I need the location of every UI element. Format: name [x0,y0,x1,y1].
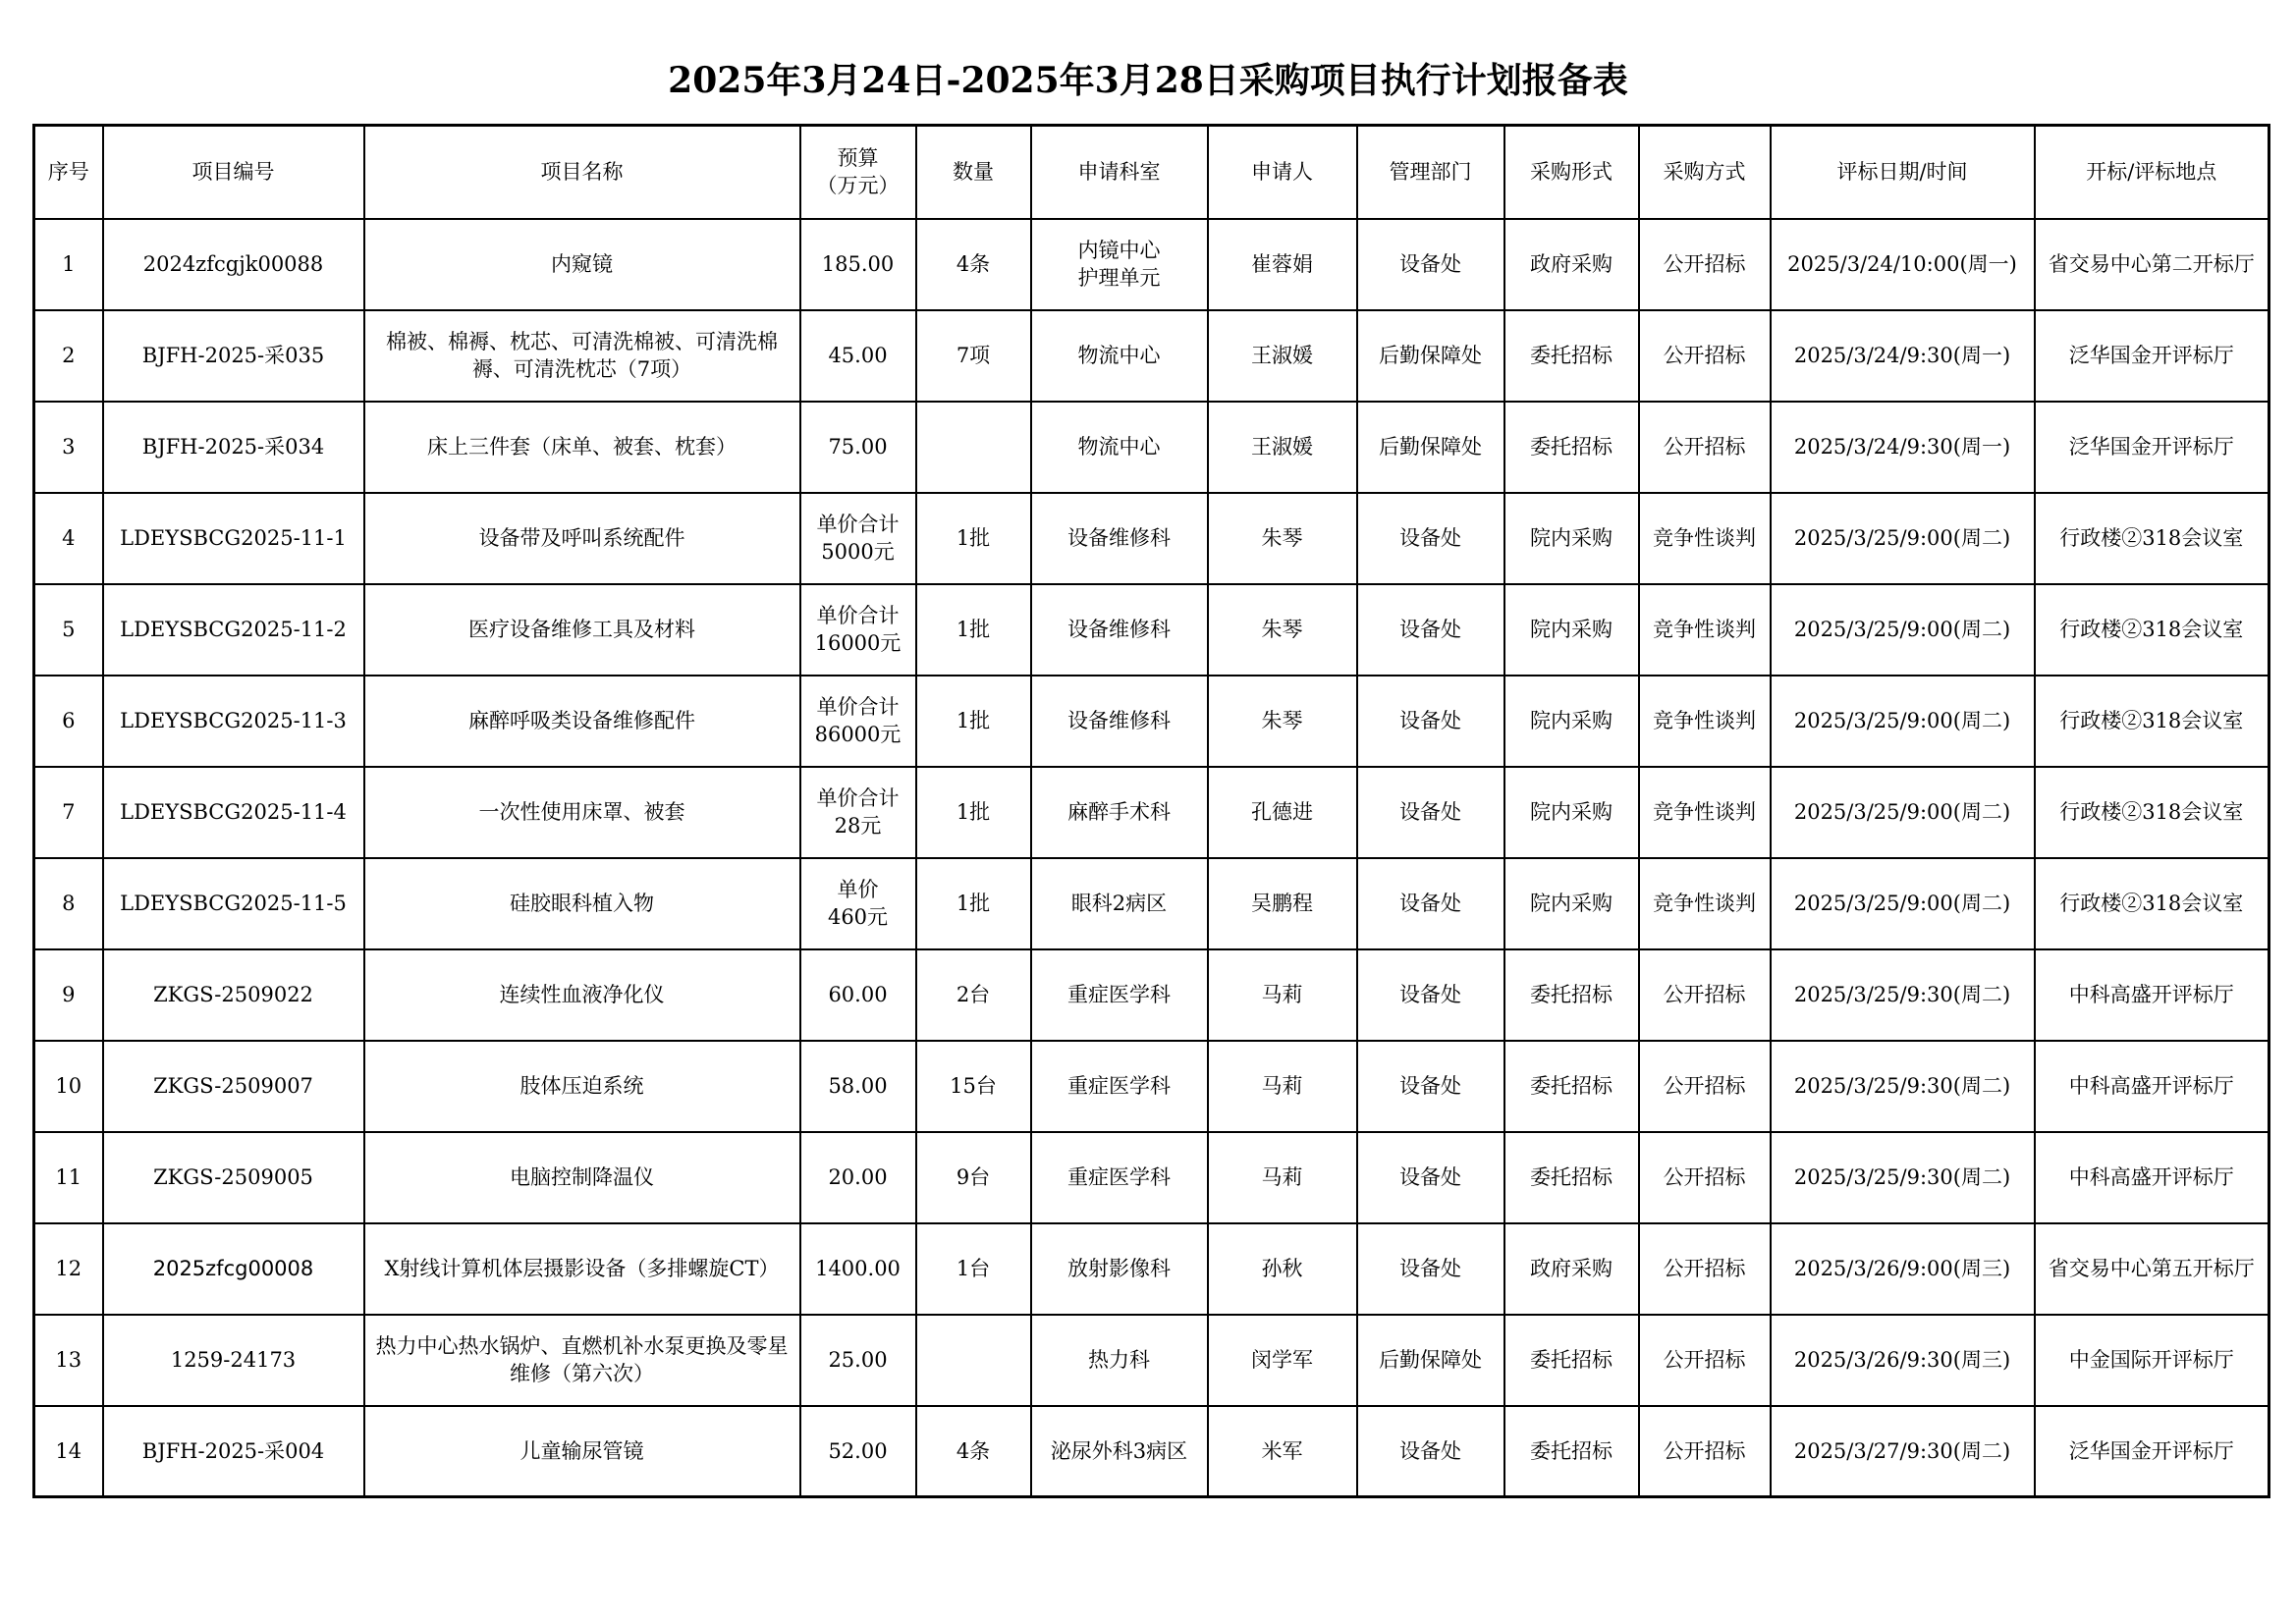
cell-budget: 60.00 [800,949,916,1041]
cell-budget [800,493,916,584]
cell-location: 行政楼②318会议室 [2035,493,2269,584]
header-code: 项目编号 [103,126,364,219]
cell-index: 5 [34,584,103,676]
cell-name: 硅胶眼科植入物 [364,858,800,949]
cell-manager: 设备处 [1357,1223,1504,1315]
cell-quantity: 1批 [916,858,1031,949]
cell-line: 单价合计 [816,786,900,810]
cell-location: 省交易中心第二开标厅 [2035,219,2269,310]
cell-method: 公开招标 [1639,219,1771,310]
cell-applicant: 米军 [1208,1406,1357,1497]
cell-manager: 设备处 [1357,949,1504,1041]
cell-budget: 185.00 [800,219,916,310]
header-budget-line1: 预算 [837,146,879,171]
cell-date: 2025/3/25/9:30(周二) [1771,1132,2035,1223]
header-location: 开标/评标地点 [2035,126,2269,219]
cell-method: 公开招标 [1639,310,1771,402]
cell-date: 2025/3/24/9:30(周一) [1771,402,2035,493]
cell-budget: 1400.00 [800,1223,916,1315]
cell-location: 省交易中心第五开标厅 [2035,1223,2269,1315]
cell-quantity: 15台 [916,1041,1031,1132]
cell-quantity: 1台 [916,1223,1031,1315]
cell-manager: 设备处 [1357,219,1504,310]
cell-date: 2025/3/25/9:00(周二) [1771,676,2035,767]
table-row [34,493,2269,584]
table-body [34,219,2269,1497]
cell-budget: 45.00 [800,310,916,402]
cell-date: 2025/3/24/9:30(周一) [1771,310,2035,402]
cell-code: ZKGS-2509022 [103,949,364,1041]
table-row [34,584,2269,676]
cell-name: 儿童输尿管镜 [364,1406,800,1497]
cell-department: 重症医学科 [1031,1041,1208,1132]
cell-index: 14 [34,1406,103,1497]
cell-quantity: 9台 [916,1132,1031,1223]
cell-applicant: 朱琴 [1208,493,1357,584]
cell-form: 院内采购 [1504,858,1639,949]
cell-code: LDEYSBCG2025-11-3 [103,676,364,767]
cell-code: BJFH-2025-采034 [103,402,364,493]
cell-name: 医疗设备维修工具及材料 [364,584,800,676]
header-department: 申请科室 [1031,126,1208,219]
cell-budget: 75.00 [800,402,916,493]
cell-method: 公开招标 [1639,1223,1771,1315]
cell-quantity: 4条 [916,1406,1031,1497]
document-title: 2025年3月24日-2025年3月28日采购项目执行计划报备表 [668,60,1628,101]
cell-department: 设备维修科 [1031,493,1208,584]
cell-manager: 后勤保障处 [1357,402,1504,493]
cell-method: 竞争性谈判 [1639,767,1771,858]
cell-date: 2025/3/26/9:00(周三) [1771,1223,2035,1315]
cell-index: 4 [34,493,103,584]
cell-date: 2025/3/25/9:00(周二) [1771,584,2035,676]
table-row [34,402,2269,493]
cell-quantity: 1批 [916,676,1031,767]
cell-applicant: 王淑媛 [1208,310,1357,402]
cell-location: 行政楼②318会议室 [2035,676,2269,767]
cell-manager: 后勤保障处 [1357,310,1504,402]
cell-index: 12 [34,1223,103,1315]
cell-name: X射线计算机体层摄影设备（多排螺旋CT） [364,1223,800,1315]
cell-department: 重症医学科 [1031,949,1208,1041]
cell-location: 中科高盛开评标厅 [2035,1041,2269,1132]
table-row [34,219,2269,310]
cell-line: 单价合计 [816,695,900,719]
cell-applicant: 王淑媛 [1208,402,1357,493]
cell-method: 公开招标 [1639,1406,1771,1497]
cell-manager: 设备处 [1357,676,1504,767]
table-row [34,767,2269,858]
cell-index: 10 [34,1041,103,1132]
cell-index: 13 [34,1315,103,1406]
cell-form: 院内采购 [1504,493,1639,584]
cell-name: 麻醉呼吸类设备维修配件 [364,676,800,767]
cell-quantity [916,1315,1031,1406]
cell-form: 委托招标 [1504,1315,1639,1406]
cell-quantity: 1批 [916,493,1031,584]
cell-line: 单价合计 [816,604,900,627]
cell-index: 1 [34,219,103,310]
cell-budget [800,584,916,676]
cell-quantity: 1批 [916,584,1031,676]
cell-code: BJFH-2025-采004 [103,1406,364,1497]
cell-code: BJFH-2025-采035 [103,310,364,402]
cell-department: 麻醉手术科 [1031,767,1208,858]
cell-department: 物流中心 [1031,402,1208,493]
cell-quantity [916,402,1031,493]
cell-manager: 设备处 [1357,1041,1504,1132]
cell-location: 中科高盛开评标厅 [2035,949,2269,1041]
cell-name: 热力中心热水锅炉、直燃机补水泵更换及零星维修（第六次） [364,1315,800,1406]
cell-location: 行政楼②318会议室 [2035,584,2269,676]
cell-line: 5000元 [821,540,895,564]
cell-line: 内镜中心 [1077,239,1161,262]
cell-applicant: 马莉 [1208,1041,1357,1132]
cell-method: 公开招标 [1639,949,1771,1041]
cell-method: 竞争性谈判 [1639,676,1771,767]
cell-location: 行政楼②318会议室 [2035,767,2269,858]
cell-form: 委托招标 [1504,402,1639,493]
header-budget [800,126,916,219]
cell-date: 2025/3/25/9:00(周二) [1771,493,2035,584]
cell-form: 院内采购 [1504,584,1639,676]
cell-applicant: 闵学军 [1208,1315,1357,1406]
cell-line: 86000元 [814,723,902,746]
cell-code: LDEYSBCG2025-11-2 [103,584,364,676]
cell-manager: 设备处 [1357,767,1504,858]
cell-method: 竞争性谈判 [1639,493,1771,584]
cell-department: 热力科 [1031,1315,1208,1406]
cell-index: 11 [34,1132,103,1223]
cell-manager: 设备处 [1357,1406,1504,1497]
cell-line: 16000元 [814,631,902,655]
cell-date: 2025/3/26/9:30(周三) [1771,1315,2035,1406]
cell-method: 公开招标 [1639,1132,1771,1223]
cell-budget: 52.00 [800,1406,916,1497]
cell-method: 公开招标 [1639,1315,1771,1406]
header-quantity: 数量 [916,126,1031,219]
header-form: 采购形式 [1504,126,1639,219]
cell-budget: 20.00 [800,1132,916,1223]
cell-date: 2025/3/25/9:30(周二) [1771,1041,2035,1132]
cell-applicant: 崔蓉娟 [1208,219,1357,310]
cell-department [1031,219,1208,310]
cell-manager: 设备处 [1357,858,1504,949]
cell-form: 委托招标 [1504,1041,1639,1132]
cell-code: 1259-24173 [103,1315,364,1406]
cell-line: 460元 [827,905,889,929]
cell-index: 8 [34,858,103,949]
cell-method: 竞争性谈判 [1639,584,1771,676]
header-budget-line2: （万元） [816,174,900,198]
header-manager: 管理部门 [1357,126,1504,219]
header-name: 项目名称 [364,126,800,219]
cell-name: 内窥镜 [364,219,800,310]
cell-location: 中金国际开评标厅 [2035,1315,2269,1406]
cell-manager: 设备处 [1357,584,1504,676]
cell-form: 委托招标 [1504,1132,1639,1223]
cell-applicant: 马莉 [1208,949,1357,1041]
cell-form: 委托招标 [1504,310,1639,402]
cell-name: 一次性使用床罩、被套 [364,767,800,858]
cell-method: 竞争性谈判 [1639,858,1771,949]
table-row [34,310,2269,402]
cell-budget [800,858,916,949]
procurement-plan-table [32,124,2270,1498]
cell-quantity: 7项 [916,310,1031,402]
table-row [34,858,2269,949]
cell-budget: 58.00 [800,1041,916,1132]
table-row [34,1406,2269,1497]
cell-code: ZKGS-2509005 [103,1132,364,1223]
cell-name: 棉被、棉褥、枕芯、可清洗棉被、可清洗棉褥、可清洗枕芯（7项） [364,310,800,402]
cell-name: 肢体压迫系统 [364,1041,800,1132]
cell-code: LDEYSBCG2025-11-1 [103,493,364,584]
cell-department: 物流中心 [1031,310,1208,402]
cell-quantity: 2台 [916,949,1031,1041]
cell-index: 7 [34,767,103,858]
cell-code: 2025zfcg00008 [103,1223,364,1315]
cell-form: 委托招标 [1504,949,1639,1041]
cell-applicant: 朱琴 [1208,676,1357,767]
cell-form: 政府采购 [1504,219,1639,310]
cell-budget [800,767,916,858]
cell-location: 泛华国金开评标厅 [2035,310,2269,402]
cell-line: 单价合计 [816,513,900,536]
cell-department: 放射影像科 [1031,1223,1208,1315]
cell-quantity: 4条 [916,219,1031,310]
cell-department: 设备维修科 [1031,676,1208,767]
table-row [34,1315,2269,1406]
cell-method: 公开招标 [1639,402,1771,493]
cell-name: 连续性血液净化仪 [364,949,800,1041]
table-header-row [34,126,2269,219]
cell-location: 泛华国金开评标厅 [2035,1406,2269,1497]
cell-name: 设备带及呼叫系统配件 [364,493,800,584]
cell-code: LDEYSBCG2025-11-4 [103,767,364,858]
cell-applicant: 孔德进 [1208,767,1357,858]
cell-index: 6 [34,676,103,767]
header-index: 序号 [34,126,103,219]
cell-code: ZKGS-2509007 [103,1041,364,1132]
cell-manager: 后勤保障处 [1357,1315,1504,1406]
cell-manager: 设备处 [1357,493,1504,584]
cell-applicant: 朱琴 [1208,584,1357,676]
cell-form: 院内采购 [1504,767,1639,858]
cell-location: 中科高盛开评标厅 [2035,1132,2269,1223]
header-applicant: 申请人 [1208,126,1357,219]
cell-date: 2025/3/27/9:30(周二) [1771,1406,2035,1497]
cell-form: 政府采购 [1504,1223,1639,1315]
cell-code: 2024zfcgjk00088 [103,219,364,310]
cell-form: 委托招标 [1504,1406,1639,1497]
cell-code: LDEYSBCG2025-11-5 [103,858,364,949]
cell-date: 2025/3/25/9:30(周二) [1771,949,2035,1041]
cell-quantity: 1批 [916,767,1031,858]
table-row [34,1132,2269,1223]
cell-method: 公开招标 [1639,1041,1771,1132]
cell-name: 电脑控制降温仪 [364,1132,800,1223]
cell-department: 泌尿外科3病区 [1031,1406,1208,1497]
cell-date: 2025/3/25/9:00(周二) [1771,767,2035,858]
cell-name: 床上三件套（床单、被套、枕套） [364,402,800,493]
cell-line: 护理单元 [1077,266,1161,290]
cell-applicant: 吴鹏程 [1208,858,1357,949]
table-row [34,1223,2269,1315]
cell-location: 行政楼②318会议室 [2035,858,2269,949]
table-row [34,1041,2269,1132]
cell-date: 2025/3/25/9:00(周二) [1771,858,2035,949]
cell-department: 眼科2病区 [1031,858,1208,949]
cell-manager: 设备处 [1357,1132,1504,1223]
cell-index: 9 [34,949,103,1041]
header-date: 评标日期/时间 [1771,126,2035,219]
cell-budget: 25.00 [800,1315,916,1406]
cell-location: 泛华国金开评标厅 [2035,402,2269,493]
cell-department: 设备维修科 [1031,584,1208,676]
header-method: 采购方式 [1639,126,1771,219]
cell-form: 院内采购 [1504,676,1639,767]
cell-index: 3 [34,402,103,493]
cell-budget [800,676,916,767]
cell-department: 重症医学科 [1031,1132,1208,1223]
table-row [34,676,2269,767]
cell-date: 2025/3/24/10:00(周一) [1771,219,2035,310]
cell-applicant: 孙秋 [1208,1223,1357,1315]
cell-line: 单价 [837,878,879,901]
table-row [34,949,2269,1041]
cell-line: 28元 [834,814,882,838]
cell-index: 2 [34,310,103,402]
cell-applicant: 马莉 [1208,1132,1357,1223]
